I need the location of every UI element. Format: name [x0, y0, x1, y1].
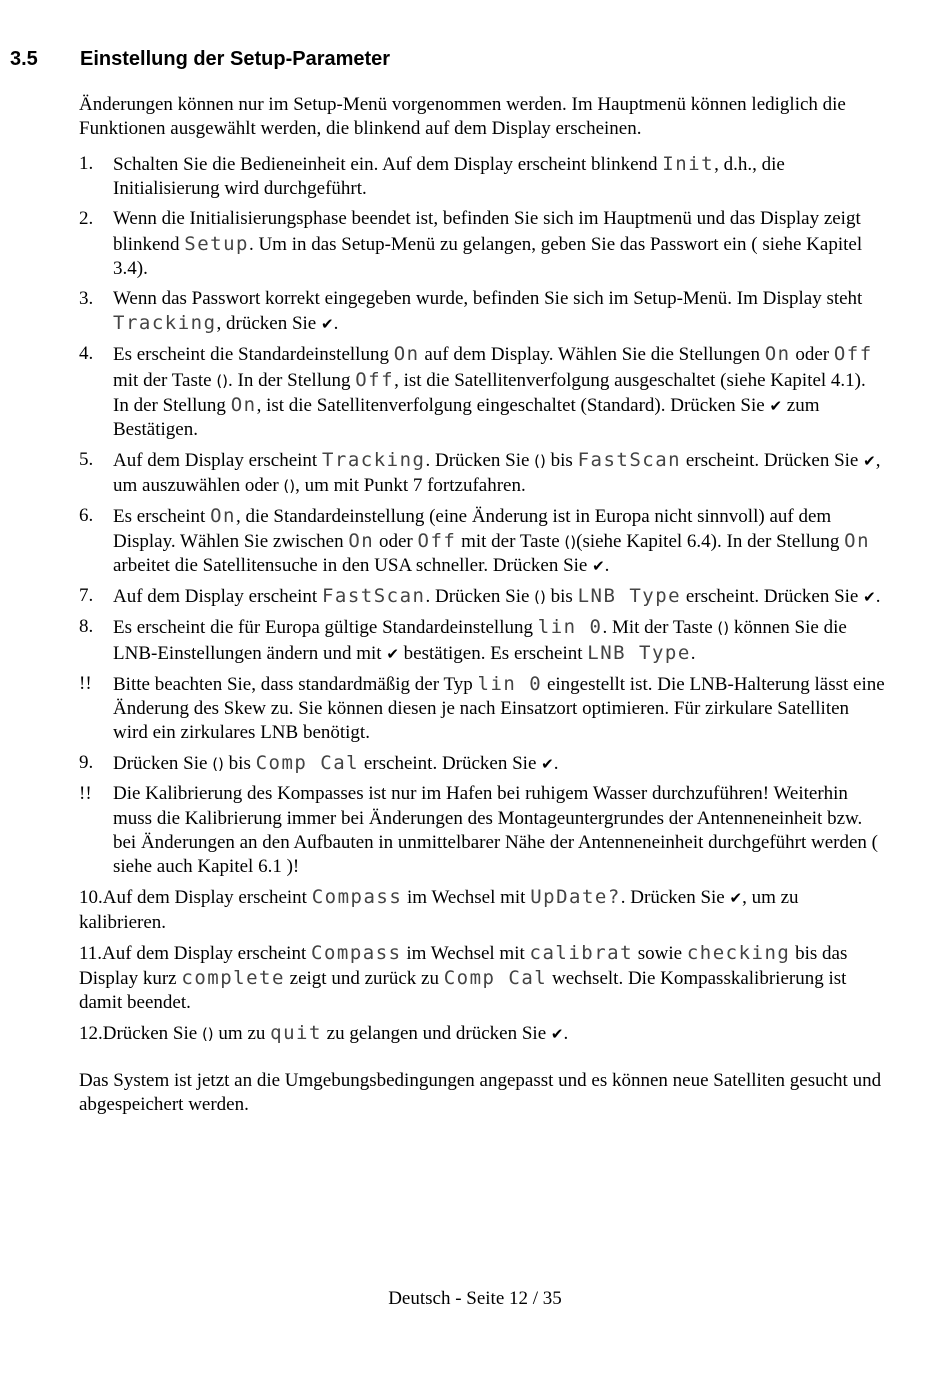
step-text: wechselt. Die Kompasskalibrierung ist damit beendet. — [79, 968, 847, 1014]
list-item-number: 5. — [79, 449, 94, 471]
step-text: , drücken Sie — [216, 313, 321, 335]
arrows-key-icon: () — [216, 371, 229, 390]
step-text: Es erscheint die für Europa gültige Standardeinstellung — [113, 617, 538, 639]
step-text: bis das Display kurz — [79, 942, 848, 989]
step-text: (siehe Kapitel 6.4). In der Stellung — [576, 531, 845, 552]
list-item-number: 2. — [79, 208, 94, 230]
step-text: bis — [545, 450, 578, 472]
list-item — [79, 885, 885, 935]
step-text: erscheint. Drücken Sie — [359, 753, 542, 775]
display-readout: On — [210, 504, 236, 527]
list-item-number: 8. — [79, 616, 94, 638]
list-item — [79, 152, 885, 202]
step-text: Schalten Sie die Bedieneinheit ein. Auf dem Display erscheint blinkend — [113, 153, 663, 175]
step-text: sowie — [633, 942, 687, 964]
step-text: auf dem Display. Wählen Sie die Stellungen — [419, 344, 765, 366]
display-readout: FastScan — [577, 449, 682, 472]
step-text: zeigt und zurück zu — [284, 968, 444, 989]
step-text: . — [553, 753, 559, 775]
display-readout: On — [393, 343, 420, 366]
list-item — [79, 342, 885, 443]
step-text: oder — [374, 531, 418, 552]
step-text: Die Kalibrierung des Kompasses ist nur im Hafen bei ruhigem Wasser durchzuführen! Weiterhin muss die Kalibrierung immer bei Änderungen des Montageuntergrundes der Antenneneinheit bzw. bei Änderungen an den Aufbauten in unmittelbarer Nähe der Antenneneinheit durchgeführt werden ( siehe auch Kapitel 6.1 )! — [113, 783, 879, 878]
step-text: eingestellt ist. Die LNB-Halterung lässt eine Änderung des Skew zu. Sie können diesen je nach Einsatzort optimieren. Für zirkulare Satelliten wird ein zirkulares LNB benötigt. — [113, 673, 885, 744]
display-readout: Off — [417, 530, 457, 552]
display-readout: Tracking — [113, 312, 217, 335]
step-text: bis — [545, 586, 578, 608]
list-item-number: 3. — [79, 287, 94, 309]
display-readout: Compass — [311, 886, 403, 909]
display-readout: complete — [181, 967, 285, 989]
step-text: zu gelangen und drücken Sie — [321, 1023, 551, 1045]
step-text: . — [563, 1023, 569, 1045]
list-item-number: 1. — [79, 152, 94, 174]
display-readout: lin 0 — [537, 616, 603, 639]
step-text: Es erscheint die Standardeinstellung — [113, 344, 394, 366]
list-item-number: 11. — [79, 942, 103, 964]
list-item — [79, 448, 885, 498]
step-text: . — [875, 586, 881, 608]
checkmark-key-icon: ✔ — [321, 315, 334, 334]
checkmark-key-icon: ✔ — [769, 396, 783, 415]
display-readout: UpDate? — [530, 886, 621, 909]
list-item-number: 4. — [79, 343, 94, 365]
step-text: , die Standardeinstellung (eine Änderung ist in Europa nicht sinnvoll) auf dem Display. Wählen Sie zwischen — [113, 505, 832, 552]
step-text: , d.h., die Initialisierung wird durchgeführt. — [113, 153, 785, 200]
step-text: , um zu kalibrieren. — [79, 887, 799, 933]
step-text: Drücken Sie — [113, 753, 213, 775]
page-footer: Deutsch - Seite 12 / 35 — [388, 1288, 562, 1309]
list-item — [79, 287, 885, 337]
step-text: Auf dem Display erscheint — [102, 942, 311, 964]
list-item — [79, 1021, 885, 1046]
step-text: . In der Stellung — [228, 369, 356, 391]
display-readout: Compass — [311, 941, 402, 964]
list-item-number: !! — [79, 783, 92, 805]
display-readout: lin 0 — [477, 672, 543, 695]
list-item — [79, 584, 885, 609]
arrows-key-icon: () — [283, 476, 296, 495]
step-text: , um mit Punkt 7 fortzufahren. — [295, 474, 526, 496]
intro-paragraph: Änderungen können nur im Setup-Menü vorgenommen werden. Im Hauptmenü können lediglich die Funktionen ausgewählt werden, die blinkend auf dem Display erscheinen. — [79, 94, 846, 140]
step-text: . — [333, 313, 339, 335]
checkmark-key-icon: ✔ — [863, 588, 876, 607]
step-text: Wenn die Initialisierungsphase beendet ist, befinden Sie sich im Hauptmenü und das Display zeigt blinkend — [113, 208, 861, 255]
step-text: bis — [223, 753, 256, 775]
display-readout: Comp Cal — [443, 967, 548, 989]
section-heading — [10, 46, 390, 72]
section-title: Einstellung der Setup-Parameter — [80, 48, 391, 70]
display-readout: Init — [662, 152, 715, 175]
step-text: . Mit der Taste — [602, 617, 718, 639]
step-text: . Drücken Sie — [620, 887, 730, 909]
step-text: mit der Taste — [456, 531, 565, 552]
step-text: Auf dem Display erscheint — [113, 450, 322, 472]
arrows-key-icon: () — [564, 533, 577, 551]
step-text: um zu — [213, 1023, 271, 1045]
step-text: . Drücken Sie — [425, 586, 535, 608]
list-item-number: 9. — [79, 752, 94, 774]
step-text: zum Bestätigen. — [113, 394, 820, 441]
document-body — [79, 93, 885, 1118]
arrows-key-icon: () — [201, 1025, 214, 1044]
step-text: mit der Taste — [113, 369, 217, 391]
list-item — [79, 751, 885, 776]
list-item-number: 12. — [79, 1023, 103, 1045]
step-text: im Wechsel mit — [401, 942, 530, 964]
list-item-number: 7. — [79, 585, 94, 607]
step-text: Drücken Sie — [102, 1023, 202, 1045]
display-readout: quit — [270, 1022, 322, 1045]
checkmark-key-icon: ✔ — [386, 644, 399, 663]
step-text: Bitte beachten Sie, dass standardmäßig der Typ — [113, 673, 478, 695]
arrows-key-icon: () — [717, 619, 730, 638]
list-item — [79, 672, 885, 746]
display-readout: checking — [686, 941, 791, 964]
list-item — [79, 782, 885, 880]
arrows-key-icon: () — [534, 588, 546, 607]
closing-paragraph: Das System ist jetzt an die Umgebungsbedingungen angepasst und es können neue Satelliten gesucht und abgespeichert werden. — [79, 1069, 882, 1116]
step-text: arbeitet die Satellitensuche in den USA schneller. Drücken Sie — [113, 555, 593, 577]
list-item — [79, 504, 885, 579]
display-readout: Tracking — [321, 449, 426, 472]
display-readout: On — [844, 530, 871, 552]
display-readout: On — [348, 530, 375, 552]
checkmark-key-icon: ✔ — [541, 755, 554, 774]
display-readout: Off — [355, 368, 395, 391]
list-item — [79, 941, 885, 1016]
step-text: Auf dem Display erscheint — [113, 586, 322, 608]
display-readout: Setup — [184, 232, 249, 255]
list-item — [79, 207, 885, 281]
step-text: oder — [790, 344, 834, 366]
step-text: im Wechsel mit — [402, 887, 531, 909]
step-text: bestätigen. Es erscheint — [398, 642, 588, 664]
arrows-key-icon: () — [212, 755, 224, 774]
step-text: , um auszuwählen oder — [113, 450, 881, 496]
step-text: erscheint. Drücken Sie — [681, 586, 864, 608]
checkmark-key-icon: ✔ — [550, 1025, 564, 1044]
display-readout: On — [230, 393, 257, 416]
list-item-number: 6. — [79, 504, 94, 526]
step-text: . Um in das Setup-Menü zu gelangen, geben Sie das Passwort ein ( siehe Kapitel 3.4). — [113, 233, 863, 279]
step-text: Es erscheint — [113, 505, 211, 527]
checkmark-key-icon: ✔ — [592, 557, 605, 576]
step-text: erscheint. Drücken Sie — [681, 450, 864, 472]
step-text: , ist die Satellitenverfolgung ausgeschaltet (siehe Kapitel 4.1). In der Stellung — [113, 369, 866, 416]
display-readout: FastScan — [321, 585, 426, 608]
step-text: Auf dem Display erscheint — [102, 887, 312, 909]
step-text: . — [690, 642, 696, 664]
display-readout: On — [764, 343, 791, 366]
display-readout: Off — [833, 343, 873, 366]
step-text: . Drücken Sie — [425, 450, 535, 472]
checkmark-key-icon: ✔ — [729, 889, 743, 908]
step-text: , ist die Satellitenverfolgung eingeschaltet (Standard). Drücken Sie — [256, 394, 770, 416]
display-readout: LNB Type — [587, 641, 691, 664]
step-text: können Sie die LNB-Einstellungen ändern und mit — [113, 617, 847, 664]
list-item-number: 10. — [79, 887, 103, 909]
list-item-number: !! — [79, 672, 92, 694]
step-text: . — [604, 555, 610, 577]
display-readout: LNB Type — [577, 585, 682, 608]
arrows-key-icon: () — [534, 452, 546, 471]
step-text: Wenn das Passwort korrekt eingegeben wurde, befinden Sie sich im Setup-Menü. Im Display steht — [113, 287, 863, 309]
display-readout: Comp Cal — [255, 752, 360, 775]
display-readout: calibrat — [529, 941, 634, 964]
section-number: 3.5 — [10, 48, 38, 70]
list-item — [79, 615, 885, 666]
checkmark-key-icon: ✔ — [863, 452, 876, 471]
steps-list — [79, 152, 885, 1047]
